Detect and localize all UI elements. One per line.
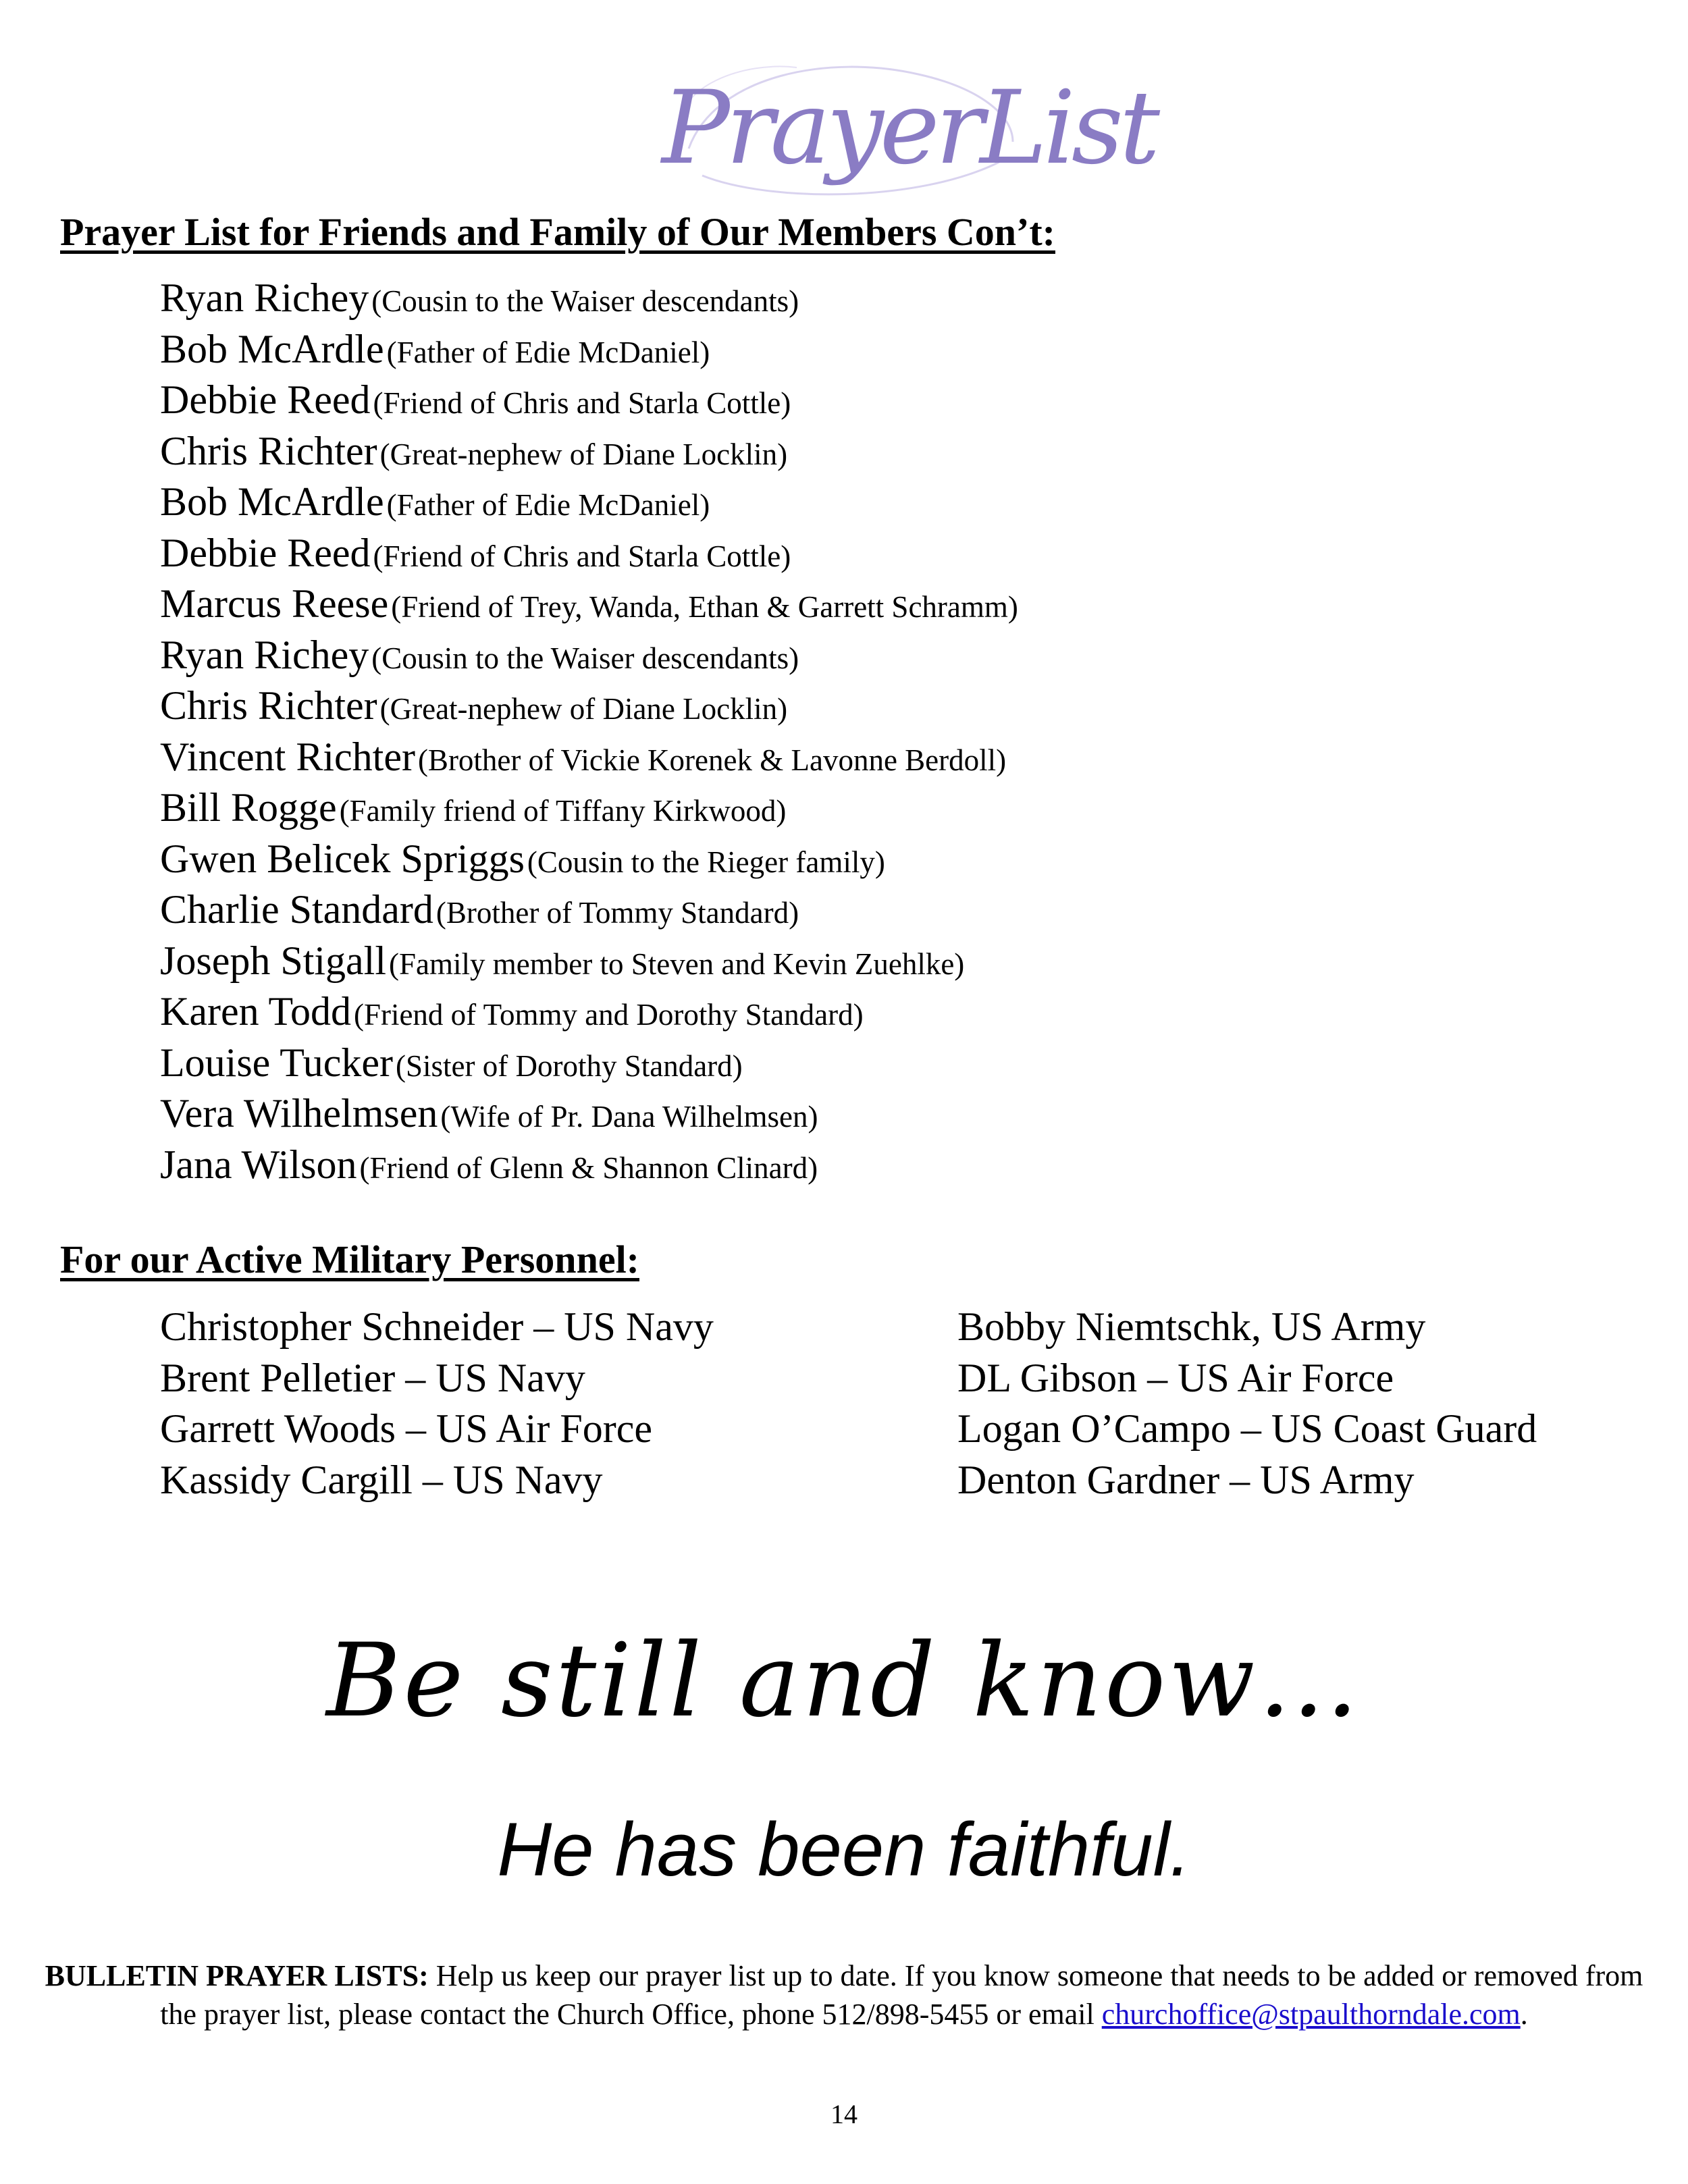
prayer-relation: (Friend of Glenn & Shannon Clinard) bbox=[359, 1150, 818, 1185]
military-member: Garrett Woods – US Air Force bbox=[160, 1406, 652, 1451]
prayer-list-item bbox=[160, 884, 1018, 936]
prayer-name: Bill Rogge bbox=[160, 785, 337, 830]
prayer-relation: (Father of Edie McDaniel) bbox=[386, 335, 710, 369]
prayer-relation: (Friend of Chris and Starla Cottle) bbox=[373, 539, 791, 573]
prayer-name: Ryan Richey bbox=[160, 275, 369, 320]
prayer-name: Bob McArdle bbox=[160, 479, 384, 524]
prayer-list-item bbox=[160, 1088, 1018, 1140]
prayer-relation: (Family friend of Tiffany Kirkwood) bbox=[339, 794, 787, 828]
prayer-name: Gwen Belicek Spriggs bbox=[160, 836, 525, 881]
page-number: 14 bbox=[830, 2099, 858, 2129]
military-member: Brent Pelletier – US Navy bbox=[160, 1355, 585, 1400]
prayer-relation: (Family member to Steven and Kevin Zuehlke) bbox=[389, 947, 965, 981]
prayer-list-item bbox=[160, 986, 1018, 1038]
prayer-relation: (Cousin to the Waiser descendants) bbox=[371, 641, 799, 675]
military-member: Denton Gardner – US Army bbox=[957, 1457, 1415, 1502]
military-member: DL Gibson – US Air Force bbox=[957, 1355, 1394, 1400]
prayer-name: Chris Richter bbox=[160, 683, 377, 728]
prayer-name: Debbie Reed bbox=[160, 530, 371, 575]
prayer-name: Vera Wilhelmsen bbox=[160, 1091, 438, 1136]
prayer-list-item bbox=[160, 426, 1018, 477]
prayer-relation: (Cousin to the Rieger family) bbox=[527, 845, 885, 879]
prayer-relation: (Friend of Trey, Wanda, Ethan & Garrett Schramm) bbox=[391, 590, 1018, 624]
military-member: Bobby Niemtschk, US Army bbox=[957, 1304, 1426, 1349]
prayer-name: Chris Richter bbox=[160, 428, 377, 473]
bulletin-note bbox=[41, 1956, 1647, 2033]
prayer-name: Louise Tucker bbox=[160, 1040, 393, 1085]
prayer-relation: (Sister of Dorothy Standard) bbox=[396, 1048, 743, 1083]
prayer-relation: (Wife of Pr. Dana Wilhelmsen) bbox=[440, 1100, 818, 1134]
prayer-relation: (Brother of Vickie Korenek & Lavonne Berdoll) bbox=[417, 743, 1007, 777]
prayer-relation: (Friend of Tommy and Dorothy Standard) bbox=[353, 998, 864, 1032]
prayer-list-item bbox=[160, 936, 1018, 987]
prayer-name: Debbie Reed bbox=[160, 377, 371, 422]
prayer-list-item bbox=[160, 1038, 1018, 1089]
prayer-relation: (Friend of Chris and Starla Cottle) bbox=[373, 386, 791, 420]
prayer-name: Karen Todd bbox=[160, 989, 351, 1034]
prayer-list-item bbox=[160, 477, 1018, 528]
prayer-relation: (Great-nephew of Diane Locklin) bbox=[379, 437, 788, 471]
prayer-list-item bbox=[160, 528, 1018, 579]
prayer-relation: (Father of Edie McDaniel) bbox=[386, 488, 710, 522]
military-heading: For our Active Military Personnel: bbox=[60, 1237, 639, 1281]
prayer-list-item bbox=[160, 681, 1018, 732]
faith-line: He has been faithful. bbox=[497, 1807, 1191, 1892]
friends-family-heading: Prayer List for Friends and Family of Our Members Con’t: bbox=[60, 210, 1055, 254]
prayer-list-item bbox=[160, 1140, 1018, 1191]
prayer-list-item bbox=[160, 630, 1018, 681]
prayer-name: Jana Wilson bbox=[160, 1142, 357, 1187]
friends-family-prayer-list bbox=[160, 273, 1018, 1190]
church-office-email-link[interactable]: churchoffice@stpaulthorndale.com bbox=[1101, 1998, 1521, 2031]
bulletin-label: BULLETIN PRAYER LISTS: bbox=[45, 1959, 429, 1992]
prayer-list-item bbox=[160, 834, 1018, 885]
prayer-list-item bbox=[160, 324, 1018, 375]
prayer-name: Vincent Richter bbox=[160, 734, 415, 779]
prayer-list-item bbox=[160, 782, 1018, 834]
prayer-name: Marcus Reese bbox=[160, 581, 389, 626]
prayer-list-item bbox=[160, 375, 1018, 426]
prayer-name: Ryan Richey bbox=[160, 632, 369, 677]
bulletin-text: Help us keep our prayer list up to date. If you know someone that needs to be added or removed from the prayer list, please contact the Church Office, phone 512/898-5455 or email bbox=[160, 1959, 1643, 2031]
military-list-left bbox=[160, 1302, 714, 1506]
prayer-relation: (Brother of Tommy Standard) bbox=[436, 896, 799, 930]
script-quote: Be still and know… bbox=[326, 1622, 1362, 1740]
military-member: Christopher Schneider – US Navy bbox=[160, 1304, 714, 1349]
military-list-right bbox=[957, 1302, 1537, 1506]
prayer-list-item bbox=[160, 579, 1018, 630]
prayer-relation: (Great-nephew of Diane Locklin) bbox=[379, 692, 788, 726]
military-member: Logan O’Campo – US Coast Guard bbox=[957, 1406, 1537, 1451]
prayer-name: Charlie Standard bbox=[160, 887, 433, 932]
military-member: Kassidy Cargill – US Navy bbox=[160, 1457, 603, 1502]
prayer-list-item bbox=[160, 732, 1018, 783]
prayer-name: Joseph Stigall bbox=[160, 938, 387, 983]
prayer-list-logo bbox=[662, 47, 1157, 209]
bulletin-text-end: . bbox=[1520, 1998, 1528, 2031]
prayer-relation: (Cousin to the Waiser descendants) bbox=[371, 284, 799, 318]
prayer-list-item bbox=[160, 273, 1018, 324]
logo-text: PrayerList bbox=[662, 70, 1157, 187]
prayer-name: Bob McArdle bbox=[160, 326, 384, 371]
